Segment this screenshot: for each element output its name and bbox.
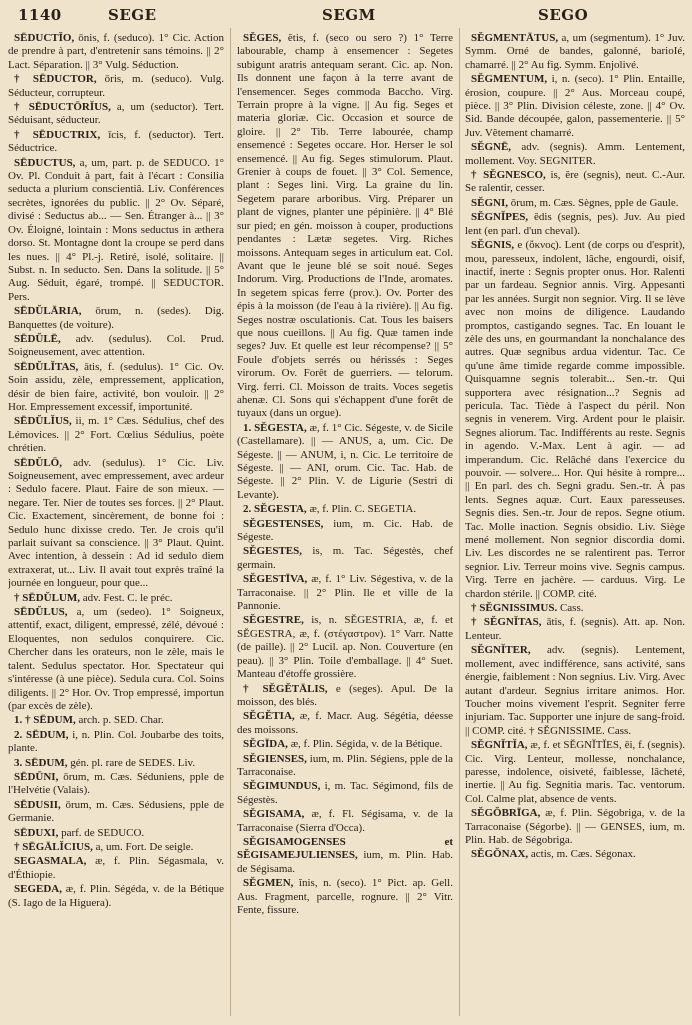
entry-headword: † SĒDUCTOR, xyxy=(14,73,97,86)
dictionary-entry xyxy=(465,239,685,601)
entry-headword: SĒDŬLŌ, xyxy=(14,456,62,469)
entry-definition: i, n. Plin. Col. Joubarbe des toits, plante. xyxy=(8,728,224,755)
entry-definition: ii, m. 1° Cæs. Sédulius, chef des Lémovices. || 2° Fort. Cœlius Sédulius, poète chrétien. xyxy=(8,415,224,455)
entry-headword: SĔGŎNAX, xyxy=(471,848,529,861)
dictionary-entry xyxy=(465,807,685,847)
entry-headword: SEGEDA, xyxy=(14,883,62,896)
entry-headword: † SĒDUCTŌRĬUS, xyxy=(14,101,111,114)
entry-headword: SĔGIENSES, xyxy=(243,752,307,765)
entry-headword: SĒDŬLĒ, xyxy=(14,332,61,345)
entry-headword: SĔGŎBRĪGA, xyxy=(471,807,541,820)
column-left xyxy=(8,32,224,1018)
dictionary-entry xyxy=(237,738,453,751)
entry-definition: ĕtis, f. (seco ou sero ?) 1° Terre labourable, champ à ensemencer : Segetes subigunt aratris antequam serant. Cic. ap. Non. Ils donnent une façon à la terre avant de l'ensemencer. Seges commoda Baccho. Virg. Terrain propre à la vigne. || Au fig. Seges et materia gloriæ. Cic. Occasion et source de gloire. || 2° Tib. Terre labourée, champ ensemencé : Segetes occare. Hor. Herser le sol ensemencé. || Au fig. Seges stimulorum. Plaut. Grenier à coups de fouet. || 3° Col. Semence, plant : Seges lini. Virg. La graine du lin. Segetem parare arboribus. Virg. Préparer un plant de vignes, planter une pépinière. || 4° Blé sur pied; en gén. moisson à couper, productions pendantes : Lætæ segetes. Virg. Riches moissons. Antequam seges in articulum eat. Col. Avant que le jeune blé se soit noué. Seges Indorum. Virg. Productions de l'Inde, aromates. In segetem spicas ferre (prov.). Ov. Porter des épis à la moisson (de l'eau à la rivière). || Au fig. Seges nostræ osculationis. Cat. Tous les baisers que nous cueillons. || Au fig. Quæ tamen inde seges? Juv. Et quelle est leur récompense? || 5° Foule d'objets serrés ou hérissés : Seges virorum. Ov. Forêt de guerriers. — telorum. Virg. ferri. Cl. Moisson de traits. Voces segetis ahenæ. Cl. Sons qui s'échappent d'une forêt de tuyaux (dans un orgue). xyxy=(237,32,453,420)
entry-headword: † SĒDUCTRIX, xyxy=(14,128,101,141)
entry-headword: † SĔGNISSIMUS. xyxy=(471,602,558,615)
dictionary-entry xyxy=(465,644,685,738)
entry-definition: ium, m. Plin. Hab. de Ségisama. xyxy=(237,849,453,875)
entry-headword: SEGASMALA, xyxy=(14,855,87,868)
entry-definition: ātis, f. (sedulus). 1° Cic. Ov. Soin assidu, zèle, empressement, application, désir de bien faire, activité, bon vouloir. || 2° Hor. Empressement excessif, importunité. xyxy=(8,360,224,413)
dictionary-entry xyxy=(237,32,453,421)
entry-definition: adv. (segnis). Lentement, mollement, avec indifférence, sans activité, sans énergie, faiblement : Non segnius. Liv. Virg. Avec autant d'ardeur. Segnius irritare animos. Hor. Toucher moins vivement l'esprit. Segniter ferre injuriam. Tac. Supporter une injure de sang-froid. || COMP. cité. † SĔGNISSIME. Cass. xyxy=(465,644,685,737)
entry-headword: SĔGIMUNDUS, xyxy=(243,780,321,793)
entry-headword: SĒDŬLĬUS, xyxy=(14,415,72,428)
entry-definition: īcis, f. (seductor). Tert. Séductrice. xyxy=(8,128,224,155)
dictionary-entry xyxy=(237,503,453,516)
dictionary-entry xyxy=(465,32,685,72)
entry-definition: æ, f. et SĔGNĬTĬES, ēi, f. (segnis). Cic. Virg. Lenteur, mollesse, nonchalance, paresse, indolence, oisiveté, faiblesse, lâcheté, inertie. || Au fig. Segnitia maris. Tac. ventorum. Col. Calme plat, absence de vents. xyxy=(465,739,685,805)
entry-definition: a, um. Fort. De seigle. xyxy=(92,840,194,853)
entry-definition: æ, f. 1° Liv. Ségestiva, v. de la Tarraconaise. || 2° Plin. Ile et ville de la Pannonie. xyxy=(237,573,453,613)
entry-definition: adv. Fest. C. le préc. xyxy=(80,591,173,604)
dictionary-entry xyxy=(8,305,224,332)
dictionary-entry xyxy=(237,614,453,681)
dictionary-entry xyxy=(465,169,685,196)
entry-headword: 2. SĔGESTA, xyxy=(243,503,307,516)
entry-headword: SĔGĪDA, xyxy=(243,738,288,751)
entry-headword: SĔGNĬTĬA, xyxy=(471,739,528,752)
dictionary-entry xyxy=(8,606,224,713)
entry-definition: a, um (seductor). Tert. Séduisant, séducteur. xyxy=(8,101,224,127)
dictionary-entry xyxy=(237,422,453,502)
entry-headword: 3. SĒDUM, xyxy=(14,756,68,769)
entry-headword: SĔGISAMOGENSES et SĔGISAMEJULIENSES, xyxy=(237,835,453,862)
entry-definition: ĭnis, n. (seco). 1° Pict. ap. Gell. Aus. Fragment, parcelle, rognure. || 2° Vitr. Fente, fissure. xyxy=(237,877,453,916)
entry-headword: SĔGES, xyxy=(243,32,282,44)
entry-definition: ium, m. Cic. Hab. de Ségeste. xyxy=(237,517,453,544)
entry-definition: ōnis, f. (seduco). 1° Cic. Action de prendre à part, d'entretenir sans témoins. || 2° Lact. Séparation. || 3° Vulg. Séduction. xyxy=(8,32,224,71)
entry-definition: arch. p. SED. Char. xyxy=(75,714,164,727)
entry-definition: ōrum, m. Cæs. Séduniens, pple de l'Helvétie (Valais). xyxy=(8,770,224,797)
dictionary-entry xyxy=(237,836,453,876)
entry-definition: æ, f. Plin. Ségida, v. de la Bétique. xyxy=(287,738,443,751)
entry-headword: SĔGĔTIA, xyxy=(243,710,295,723)
entry-headword: 1. † SĒDUM, xyxy=(14,714,76,727)
guide-word-left: SEGE xyxy=(108,6,157,24)
dictionary-entry xyxy=(237,573,453,613)
entry-definition: a, um (sedeo). 1° Soigneux, attentif, exact, diligent, empressé, zélé, dévoué : Eloquentes, non sedulos conquirere. Cic. Chercher dans les orateurs, non le zèle, mais le talent. Sedulus spectator. Hor. Spectateur qui s'intéresse (à une pièce). Sedula cura. Col. Soins diligents. || 2° Hor. Ov. Trop empressé, importun (par excès de zèle). xyxy=(8,606,224,712)
entry-headword: SĒDUCTUS, xyxy=(14,156,76,169)
dictionary-entry xyxy=(8,415,224,455)
entry-headword: SĒDUSII, xyxy=(14,798,61,811)
dictionary-entry xyxy=(465,73,685,140)
entry-headword: SĔGISAMA, xyxy=(243,808,305,821)
dictionary-entry xyxy=(8,361,224,415)
dictionary-entry xyxy=(8,827,224,840)
entry-headword: SĒDŬLĬTAS, xyxy=(14,360,79,373)
column-middle xyxy=(237,32,453,1018)
dictionary-entry xyxy=(8,714,224,727)
entry-headword: † SĒGĀLĬCIUS, xyxy=(14,840,93,853)
entry-definition: a, um, part. p. de SEDUCO. 1° Ov. Pl. Conduit à part, fait à l'écart : Consilia seducta a plurium conscientiâ. Liv. Conférences secrètes, ignorées du public. || 2° Ov. Séparé, divisé : Seductus ab... — Sen. Étranger à... || 3° Ov. Éloigné, lointain : Mons seductus in æthera dorso. St. Montagne dont la croupe se perd dans les nues. || 4° Pl.-j. Retiré, isolé, solitaire. || Subst. n. In seducto. Sen. Dans la solitude. || 5° Aug. Séduit, égaré, trompé. || SEDUCTOR. Pers. xyxy=(8,156,224,303)
dictionary-entry xyxy=(465,197,685,210)
entry-headword: 1. SĔGESTA, xyxy=(243,421,307,434)
entry-definition: æ, f. Macr. Aug. Ségétia, déesse des moissons. xyxy=(237,710,453,736)
entry-definition: i, n. (seco). 1° Plin. Entaille, érosion, coupure. || 2° Aus. Morceau coupé, pièce. || 3° Plin. Division céleste, zone. || 4° Ov. Sid. Bande découpée, galon, passementerie. || 5° Juv. Vêtement chamarré. xyxy=(465,73,685,139)
guide-word-right: SEGO xyxy=(538,6,589,24)
entry-headword: SĒDUXI, xyxy=(14,826,59,839)
entry-definition: parf. de SEDUCO. xyxy=(58,826,145,839)
entry-definition: æ, f. Fl. Ségisama, v. de la Tarraconaise (Sierra d'Occa). xyxy=(237,808,453,834)
dictionary-entry xyxy=(465,616,685,643)
entry-definition: adv. (sedulus). 1° Cic. Liv. Soigneusement, avec empressement, avec ardeur : Sedulo facere. Plaut. Faire de son mieux. — negare. Ter. Nier de toutes ses forces. || 2° Plaut. Cic. Exactement, sincèrement, de bonne foi : Sedulo hunc dixisse credo. Ter. Je crois qu'il parlait suivant sa conscience. || 3° Plaut. Quint. Avec intention, à dessein : Ad id sedulo diem extraxerat, ut... Liv. Il avait tout exprès traîné la journée en longueur, pour que... xyxy=(8,456,224,590)
dictionary-entry xyxy=(465,211,685,238)
entry-headword: SĔGESTĪVA, xyxy=(243,573,308,586)
entry-headword: SĔGMENTĀTUS, xyxy=(471,32,559,44)
entry-headword: SĔGNĬTER, xyxy=(471,644,531,657)
entry-definition: æ, f. Plin. Ségasmala, v. d'Éthiopie. xyxy=(8,855,224,881)
column-divider xyxy=(459,28,460,1016)
dictionary-entry xyxy=(465,602,685,615)
dictionary-entry xyxy=(8,32,224,72)
entry-definition: æ, f. Plin. C. SEGETIA. xyxy=(306,503,417,516)
entry-headword: SĔGNĬPES, xyxy=(471,211,529,224)
entry-headword: † SĔGNĬTAS, xyxy=(471,616,542,629)
guide-word-center: SEGM xyxy=(322,6,376,24)
dictionary-entry xyxy=(8,841,224,854)
entry-definition: adv. (segnis). Amm. Lentement, mollement. Voy. SEGNITER. xyxy=(465,141,685,167)
entry-definition: Cass. xyxy=(557,602,584,615)
dictionary-entry xyxy=(8,333,224,360)
dictionary-entry xyxy=(237,710,453,737)
entry-headword: † SĒDŬLUM, xyxy=(14,591,81,604)
dictionary-entry xyxy=(8,73,224,100)
dictionary-entry xyxy=(8,729,224,756)
entry-definition: æ, f. Plin. Ségéda, v. de la Bétique (S. Iago de la Higuera). xyxy=(8,883,224,909)
page-number: 1140 xyxy=(18,6,62,24)
entry-headword: † SĔGĔTĀLIS, xyxy=(243,682,328,695)
entry-headword: SĒDUCTĬO, xyxy=(14,32,75,44)
column-divider xyxy=(230,28,231,1016)
column-right xyxy=(465,32,685,1018)
dictionary-entry xyxy=(8,592,224,605)
entry-definition: ōrum, n. (sedes). Dig. Banquettes (de voiture). xyxy=(8,305,224,331)
entry-definition: ātis, f. (segnis). Att. ap. Non. Lenteur. xyxy=(465,616,685,642)
dictionary-entry xyxy=(465,739,685,806)
entry-headword: SĒDŪNI, xyxy=(14,770,59,783)
dictionary-entry xyxy=(237,545,453,572)
entry-definition: is, ĕre (segnis), neut. C.-Aur. Se ralentir, cesser. xyxy=(465,169,685,195)
dictionary-entry xyxy=(8,883,224,910)
entry-headword: SĔGESTENSES, xyxy=(243,517,324,530)
entry-definition: ium, m. Plin. Ségiens, pple de la Tarraconaise. xyxy=(237,752,453,778)
dictionary-entry xyxy=(237,877,453,917)
entry-definition: i, m. Tac. Ségimond, fils de Ségestès. xyxy=(237,780,453,806)
dictionary-entry xyxy=(237,808,453,835)
dictionary-entry xyxy=(8,129,224,156)
dictionary-entry xyxy=(8,757,224,770)
dictionary-entry xyxy=(8,101,224,128)
entry-headword: SĔGNĒ, xyxy=(471,141,512,154)
entry-headword: SĔGESTES, xyxy=(243,545,303,558)
dictionary-entry xyxy=(465,848,685,861)
entry-headword: SĔGESTRE, xyxy=(243,614,304,627)
dictionary-entry xyxy=(8,771,224,798)
entry-headword: SĒDŬLUS, xyxy=(14,606,68,619)
entry-definition: a, um (segmentum). 1° Juv. Symm. Orné de bandes, galonné, barioIé, chamarré. || 2° Au fig. Symm. Enjolivé. xyxy=(465,32,685,71)
entry-headword: 2. SĒDUM, xyxy=(14,728,69,741)
entry-definition: ōris, m. (seduco). Vulg. Séducteur, corrupteur. xyxy=(8,73,224,99)
entry-headword: † SĔGNESCO, xyxy=(471,169,546,182)
entry-definition: ōrum, m. Cæs. Sédusiens, pple de Germanie. xyxy=(8,798,224,825)
dictionary-entry xyxy=(465,141,685,168)
dictionary-entry xyxy=(237,753,453,780)
dictionary-entry xyxy=(8,457,224,591)
dictionary-entry xyxy=(8,855,224,882)
entry-definition: gén. pl. rare de SEDES. Liv. xyxy=(67,756,196,769)
entry-headword: SĔGMENTUM, xyxy=(471,73,548,86)
entry-definition: adv. (sedulus). Col. Prud. Soigneusement, avec attention. xyxy=(8,332,224,359)
dictionary-entry xyxy=(237,780,453,807)
entry-definition: is, m. Tac. Ségestès, chef germain. xyxy=(237,545,453,571)
entry-headword: SĔGNI, xyxy=(471,196,508,209)
dictionary-entry xyxy=(237,518,453,545)
entry-headword: SĒDŬLĀRIA, xyxy=(14,305,82,318)
page-header xyxy=(0,6,692,30)
entry-definition: æ, f. 1° Cic. Ségeste, v. de Sicile (Castellamare). || — ANUS, a, um. Cic. De Ségeste. || — ANUM, i, n. Cic. Le territoire de Ségeste. || — ANI, orum. Cic. Tac. Hab. de Ségeste. || 2° Plin. V. de Ligurie (Sestri di Levante). xyxy=(237,421,453,501)
entry-definition: æ, f. Plin. Ségobriga, v. de la Tarraconaise (Ségorbe). || — GENSES, ium, m. Plin. Hab. de Ségobriga. xyxy=(465,807,685,846)
entry-definition: e (ὄκνος). Lent (de corps ou d'esprit), mou, paresseux, indolent, lâche, engourdi, oisif, inactif, inerte : Segnis propter onus. Hor. Ralenti par un fardeau. Segnior annis. Virg. Appesanti par les années. Surgit non segnior. Virg. Il se lève avec non moins de diligence. Laudando promptos, castigando segnes. Tac. En louant le zèle des uns, en gourmandant la nonchalance des autres. Quæ segnibus ardua videntur. Tac. Ce qu'une âme timide regarde comme impossible. Quisquamne segnis tolerabit... Sen.-tr. Qui supportera avec résignation...? Segnis ad pericula. Tac. Tiède à l'aspect du péril. Non segnis in venerem. Virg. Ardent pour le plaisir. Segnes aliorum. Tac. Indifférents au reste. Segnis in agendo. V.-Max. Lent à agir. — ad imperandum. Cic. Relâché dans l'exercice du pouvoir. — solvere... Hor. Qui hésite à rompre... || En parl. des ch. Segni gradu. Sen.-tr. À pas lents. Segnes aquæ. Curt. Eaux paresseuses. Segnis dies. Sen.-tr. Jour de repos. Segne otium. Tac. Molle inaction. Segnis obsidio. Liv. Siège mené mollement. Non segnior discordia domi. Liv. Les discordes ne se ralentirent pas. Terror segnior. Liv. Terreur moins vive. Segnis campus. Virg. Terre en jachère. — carduus. Virg. Le chardon stérile. || COMP. cité. xyxy=(465,239,685,600)
entry-definition: e (seges). Apul. De la moisson, des blés. xyxy=(237,682,453,708)
entry-definition: is, n. SĔGESTRIA, æ, f. et SĔGESTRA, æ, f. (στέγαστρον). 1° Varr. Natte (de paille). || 2° Lucil. ap. Non. Couverture (en peau). || 3° Plin. Toile d'emballage. || 4° Suet. Manteau d'étoffe grossière. xyxy=(237,614,453,681)
entry-headword: SĔGNIS, xyxy=(471,239,515,252)
entry-headword: SĔGMEN, xyxy=(243,877,294,890)
entry-definition: ĕdis (segnis, pes). Juv. Au pied lent (en parl. d'un cheval). xyxy=(465,211,685,237)
dictionary-entry xyxy=(237,683,453,710)
entry-definition: ōrum, m. Cæs. Sègnes, pple de Gaule. xyxy=(508,196,679,209)
dictionary-entry xyxy=(8,799,224,826)
dictionary-entry xyxy=(8,157,224,304)
entry-definition: actis, m. Cæs. Ségonax. xyxy=(528,848,636,861)
